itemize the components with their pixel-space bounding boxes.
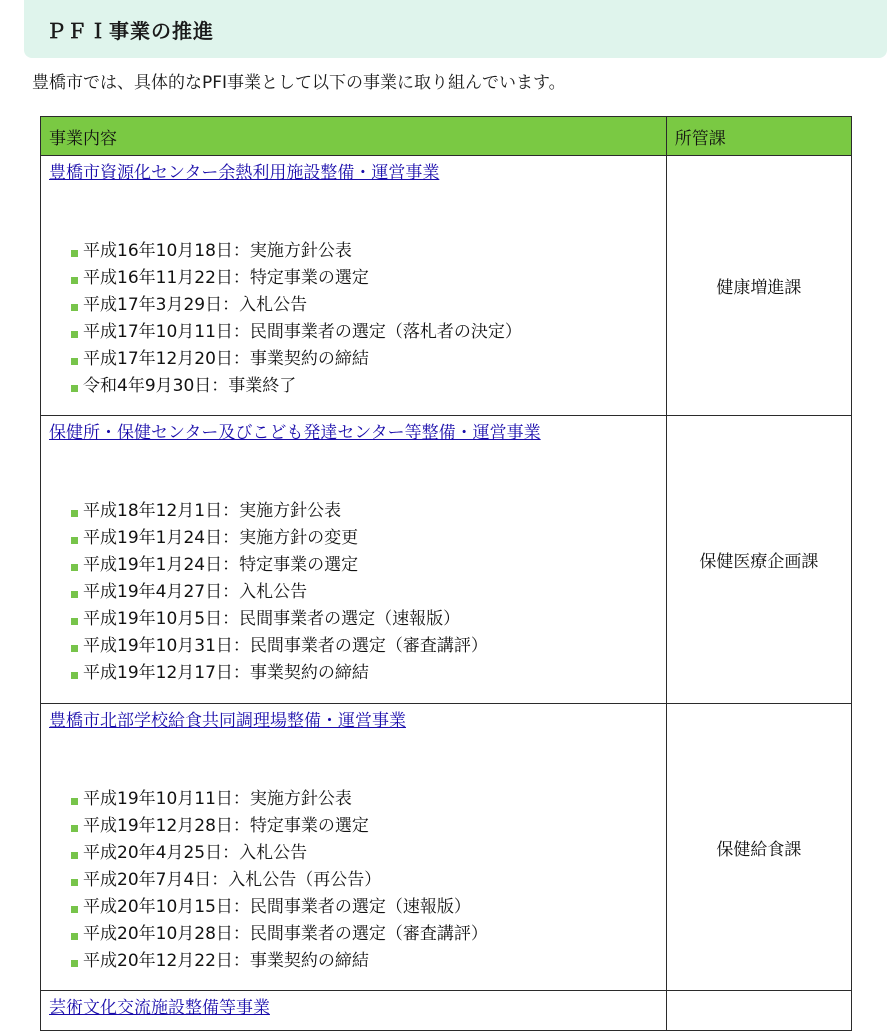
milestone-text: 平成19年10月5日：民間事業者の選定（速報版） [83, 609, 461, 629]
milestone-text: 平成19年1月24日：実施方針の変更 [83, 528, 359, 548]
table-row [41, 156, 852, 416]
green-square-bullet-icon [71, 250, 78, 257]
green-square-bullet-icon [71, 277, 78, 284]
project-content-cell [41, 704, 667, 991]
list-item [71, 840, 658, 867]
milestone-text: 平成19年4月27日：入札公告 [83, 582, 308, 602]
list-item [71, 633, 658, 660]
green-square-bullet-icon [71, 537, 78, 544]
list-item [71, 579, 658, 606]
milestone-text: 令和4年9月30日：事業終了 [83, 376, 297, 396]
milestone-text: 平成19年10月11日：実施方針公表 [83, 789, 352, 809]
list-item [71, 660, 658, 687]
milestone-text: 平成19年10月31日：民間事業者の選定（審査講評） [83, 636, 488, 656]
project-link-health-center[interactable]: 保健所・保健センター及びこども発達センター等整備・運営事業 [49, 423, 541, 443]
list-item [71, 346, 658, 373]
list-item [71, 498, 658, 525]
green-square-bullet-icon [71, 672, 78, 679]
header-department: 所管課 [666, 117, 851, 156]
list-item [71, 813, 658, 840]
milestone-text: 平成17年12月20日：事業契約の締結 [83, 349, 369, 369]
department-cell: 保健給食課 [666, 704, 851, 991]
milestone-text: 平成20年12月22日：事業契約の締結 [83, 951, 369, 971]
green-square-bullet-icon [71, 564, 78, 571]
green-square-bullet-icon [71, 358, 78, 365]
intro-text: 豊橋市では、具体的なPFI事業として以下の事業に取り組んでいます。 [32, 73, 566, 93]
list-item [71, 265, 658, 292]
project-link-school-lunch[interactable]: 豊橋市北部学校給食共同調理場整備・運営事業 [49, 711, 406, 731]
milestone-text: 平成19年12月28日：特定事業の選定 [83, 816, 369, 836]
milestone-text: 平成20年4月25日：入札公告 [83, 843, 308, 863]
section-heading: ＰＦＩ事業の推進 [24, 0, 887, 58]
green-square-bullet-icon [71, 825, 78, 832]
list-item [71, 525, 658, 552]
green-square-bullet-icon [71, 331, 78, 338]
header-content: 事業内容 [41, 117, 667, 156]
milestone-text: 平成17年3月29日：入札公告 [83, 295, 308, 315]
table-row [41, 416, 852, 704]
green-square-bullet-icon [71, 798, 78, 805]
milestone-text: 平成20年7月4日：入札公告（再公告） [83, 870, 382, 890]
list-item [71, 238, 658, 265]
milestone-text: 平成20年10月28日：民間事業者の選定（審査講評） [83, 924, 488, 944]
milestone-text: 平成17年10月11日：民間事業者の選定（落札者の決定） [83, 322, 522, 342]
list-item [71, 373, 658, 400]
green-square-bullet-icon [71, 645, 78, 652]
list-item [71, 319, 658, 346]
department-cell: 保健医療企画課 [666, 416, 851, 704]
pfi-projects-table [40, 116, 852, 1031]
project-content-cell [41, 156, 667, 416]
table-header-row [41, 117, 852, 156]
green-square-bullet-icon [71, 385, 78, 392]
green-square-bullet-icon [71, 852, 78, 859]
list-item [71, 606, 658, 633]
table-row [41, 991, 852, 1031]
list-item [71, 948, 658, 975]
milestone-list [49, 498, 658, 687]
green-square-bullet-icon [71, 591, 78, 598]
milestone-text: 平成18年12月1日：実施方針公表 [83, 501, 342, 521]
table-row [41, 704, 852, 991]
milestone-text: 平成19年1月24日：特定事業の選定 [83, 555, 359, 575]
list-item [71, 292, 658, 319]
green-square-bullet-icon [71, 304, 78, 311]
list-item [71, 921, 658, 948]
green-square-bullet-icon [71, 933, 78, 940]
list-item [71, 894, 658, 921]
project-content-cell [41, 991, 667, 1031]
list-item [71, 867, 658, 894]
milestone-text: 平成19年12月17日：事業契約の締結 [83, 663, 369, 683]
list-item [71, 786, 658, 813]
project-link-resource-center[interactable]: 豊橋市資源化センター余熱利用施設整備・運営事業 [49, 163, 440, 183]
green-square-bullet-icon [71, 960, 78, 967]
green-square-bullet-icon [71, 879, 78, 886]
department-cell: 健康増進課 [666, 156, 851, 416]
milestone-list [49, 786, 658, 975]
project-link-arts-center[interactable]: 芸術文化交流施設整備等事業 [49, 998, 270, 1018]
milestone-list [49, 238, 658, 400]
milestone-text: 平成20年10月15日：民間事業者の選定（速報版） [83, 897, 471, 917]
milestone-text: 平成16年10月18日：実施方針公表 [83, 241, 352, 261]
green-square-bullet-icon [71, 618, 78, 625]
milestone-text: 平成16年11月22日：特定事業の選定 [83, 268, 369, 288]
green-square-bullet-icon [71, 510, 78, 517]
project-content-cell [41, 416, 667, 704]
department-cell [666, 991, 851, 1031]
list-item [71, 552, 658, 579]
green-square-bullet-icon [71, 906, 78, 913]
